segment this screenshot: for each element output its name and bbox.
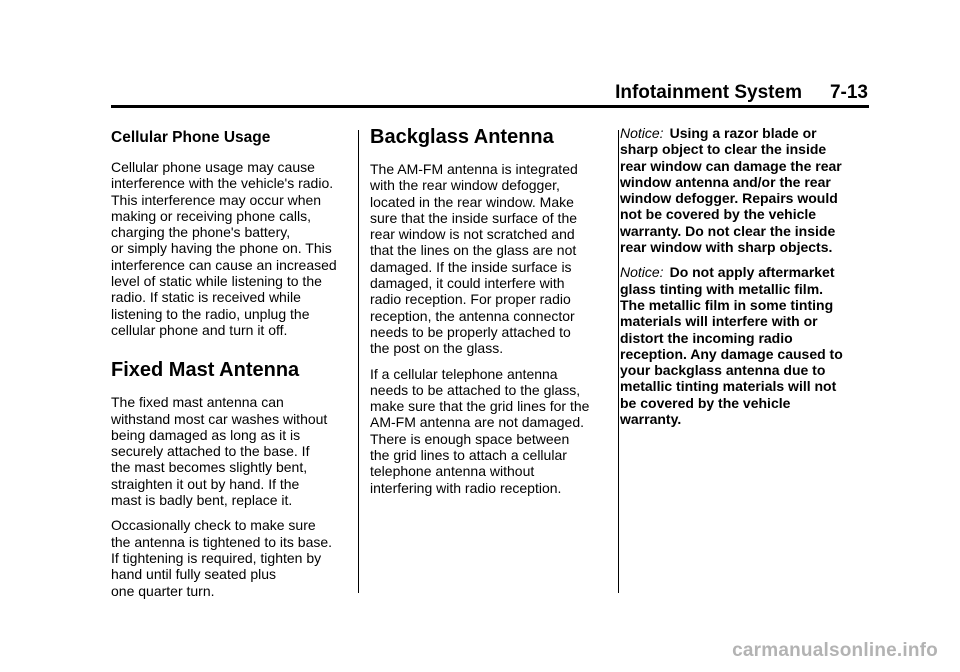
notice-label: Notice: <box>620 264 664 281</box>
backglass-paragraph-2: If a cellular telephone antenna needs to be attached to the glass, make sure that the grid lines for the AM-FM antenna are not damaged. There is enough space between the grid lines to attach a cellular telephone antenna without interfering with radio reception. <box>370 365 590 496</box>
middle-column <box>370 125 606 505</box>
notice-label: Notice: <box>620 125 664 141</box>
left-column <box>111 125 351 608</box>
notice-text: Using a razor blade or sharp object to clear the inside rear window can damage the rear window antenna and/or the rear window defogger. Repairs would not be covered by the vehicle warranty. Do not clear the inside rear window with sharp objects. <box>620 125 842 256</box>
mast-paragraph-1: The fixed mast antenna can withstand most car washes without being damaged as long as it is securely attached to the base. If the mast becomes slightly bent, straighten it out by hand. If the mast is badly bent, replace it. <box>111 394 328 509</box>
cellular-paragraph: Cellular phone usage may cause interference with the vehicle's radio. This interference may occur when making or receiving phone calls, charging the phone's battery, or simply having the phone on. This interference can cause an increased level of static while listening to the radio. If static is received while listening to the radio, unplug the cellular phone and turn it off. <box>111 159 337 338</box>
mast-paragraph-2: Occasionally check to make sure the antenna is tightened to its base. If tightening is required, tighten by hand until fully seated plus one quarter turn. <box>111 517 333 599</box>
notice-razor <box>620 125 870 255</box>
page-number: 7-13 <box>829 82 868 103</box>
header-rule <box>111 105 869 108</box>
mast-heading: Fixed Mast Antenna <box>111 359 300 382</box>
watermark: carmanualsonline.info <box>732 640 938 661</box>
notice-tinting <box>620 264 870 427</box>
section-title: Infotainment System <box>615 82 802 103</box>
right-column <box>620 125 870 436</box>
backglass-paragraph-1: The AM-FM antenna is integrated with the rear window defogger, located in the rear window. Make sure that the inside surface of the rear window is not scratched and that the lines on the glass are not damaged. If the inside surface is damaged, it could interfere with radio reception. For proper radio reception, the antenna connector needs to be properly attached to the post on the glass. <box>370 161 578 357</box>
backglass-heading: Backglass Antenna <box>370 126 554 148</box>
column-divider <box>618 130 619 593</box>
page-header <box>615 82 868 104</box>
column-divider <box>358 130 359 593</box>
cellular-heading: Cellular Phone Usage <box>111 129 271 146</box>
notice-text: Do not apply aftermarket glass tinting with metallic film. The metallic film in some tinting materials will interfere with or distort the incoming radio reception. Any damage caused to your backglass antenna due to metallic tinting materials will not be covered by the vehicle warranty. <box>620 264 843 428</box>
